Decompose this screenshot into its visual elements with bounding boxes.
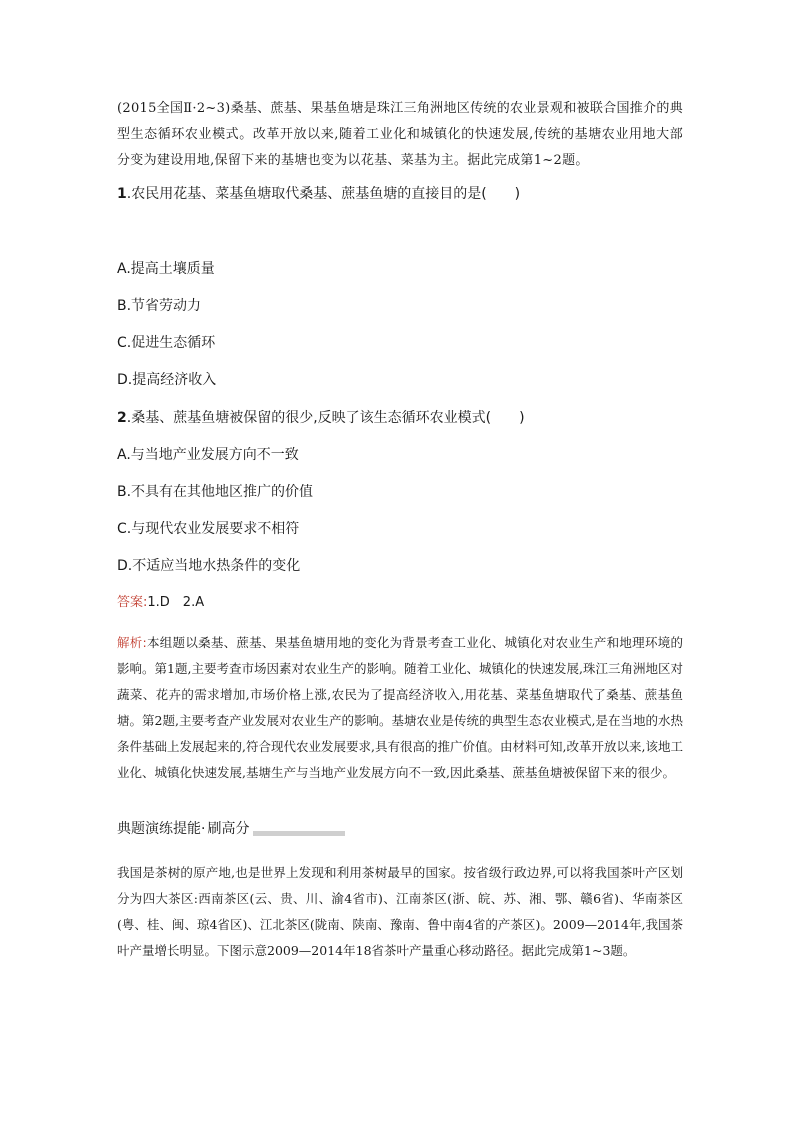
question-2-text: .桑基、蔗基鱼塘被保留的很少,反映了该生态循环农业模式( )	[126, 410, 525, 426]
q1-option-b: B.节省劳动力	[117, 298, 202, 314]
explanation-paragraph	[117, 630, 683, 786]
section-underline-bar	[253, 831, 345, 836]
answer-line	[117, 593, 204, 613]
q1-option-a: A.提高土壤质量	[117, 261, 215, 277]
q2-option-a: A.与当地产业发展方向不一致	[117, 447, 299, 463]
section-dot: ·	[201, 821, 206, 837]
q2-option-c: C.与现代农业发展要求不相符	[117, 521, 300, 537]
intro-paragraph-2: 我国是茶树的原产地,也是世界上发现和利用茶树最早的国家。按省级行政边界,可以将我国茶叶产区划分为四大茶区:西南茶区(云、贵、川、渝4省市)、江南茶区(浙、皖、苏、湘、鄂、赣6省)、华南茶区(粤、桂、闽、琼4省区)、江北茶区(陇南、陕南、豫南、鲁中南4省的产茶区)。2009—2014年,我国茶叶产量增长明显。下图示意2009—2014年18省茶叶产量重心移动路径。据此完成第1~3题。	[117, 865, 683, 958]
question-2-number: 2	[117, 410, 127, 426]
question-1-number: 1	[117, 186, 127, 202]
intro-paragraph: (2015全国Ⅱ·2~3)桑基、蔗基、果基鱼塘是珠江三角洲地区传统的农业景观和被联合国推介的典型生态循环农业模式。改革开放以来,随着工业化和城镇化的快速发展,传统的基塘农业用地大部分变为建设用地,保留下来的基塘也变为以花基、菜基为主。据此完成第1~2题。	[117, 101, 683, 168]
question-1	[117, 184, 520, 204]
explanation-text: 本组题以桑基、蔗基、果基鱼塘用地的变化为背景考查工业化、城镇化对农业生产和地理环境的影响。第1题,主要考查市场因素对农业生产的影响。随着工业化、城镇化的快速发展,珠江三角洲地区对蔬菜、花卉的需求增加,市场价格上涨,农民为了提高经济收入,用花基、菜基鱼塘取代了桑基、蔗基鱼塘。第2题,主要考查产业发展对农业生产的影响。基塘农业是传统的典型生态农业模式,是在当地的水热条件基础上发展起来的,符合现代农业发展要求,具有很高的推广价值。由材料可知,改革开放以来,该地工业化、城镇化快速发展,基塘生产与当地产业发展方向不一致,因此桑基、蔗基鱼塘被保留下来的很少。	[117, 635, 683, 780]
question-2	[117, 408, 525, 428]
q1-option-c: C.促进生态循环	[117, 335, 216, 351]
answer-value: 1.D 2.A	[147, 595, 205, 610]
section-subtitle: 刷高分	[207, 821, 250, 837]
section-title: 典题演练提能	[117, 821, 201, 837]
q1-option-d: D.提高经济收入	[117, 372, 217, 388]
q2-option-b: B.不具有在其他地区推广的价值	[117, 484, 314, 500]
section-heading	[117, 818, 345, 840]
answer-label: 答案:	[117, 595, 148, 610]
explanation-label: 解析:	[117, 635, 147, 650]
q2-option-d: D.不适应当地水热条件的变化	[117, 558, 301, 574]
question-1-text: .农民用花基、菜基鱼塘取代桑基、蔗基鱼塘的直接目的是( )	[126, 186, 521, 202]
